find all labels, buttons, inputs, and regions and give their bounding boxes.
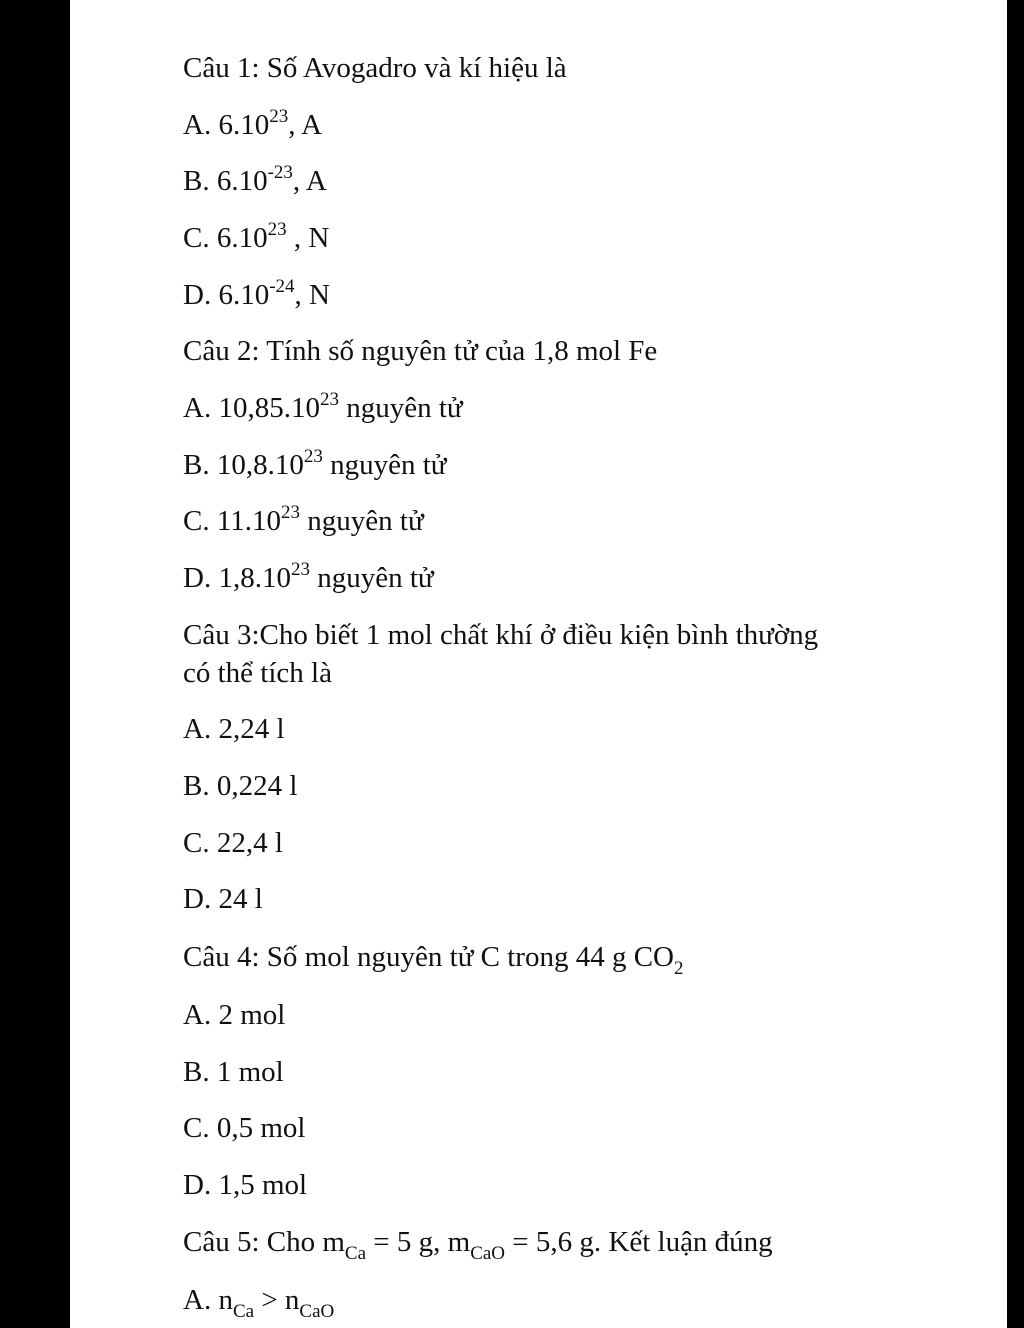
question-5-title: Câu 5: Cho $m_{Ca} = 5$ g, $m_{CaO} = 5,6$ g. Kết luận đúng	[183, 1226, 773, 1264]
question-2-option-c: C. 11.10$^{23}$ nguyên tử	[183, 502, 424, 537]
question-1-title: Câu 1: Số Avogadro và kí hiệu là	[183, 52, 567, 84]
document-page	[70, 0, 1007, 1328]
question-3-title-line-2: có thể tích là	[183, 657, 332, 689]
question-1-option-c: C. 6.10$^{23}$ , N	[183, 219, 330, 254]
question-4-option-b: B. 1 mol	[183, 1056, 284, 1088]
question-4-title: Câu 4: Số mol nguyên tử C trong 44 g $CO_2$	[183, 941, 684, 979]
question-2-option-b: B. 10,8.10$^{23}$ nguyên tử	[183, 446, 447, 481]
question-4-option-a: A. 2 mol	[183, 999, 286, 1031]
question-1-option-d: D. $6.10^{-24}$, N	[183, 276, 330, 311]
question-4-option-d: D. 1,5 mol	[183, 1169, 308, 1201]
question-2-option-d: D. 1,8.10$^{23}$ nguyên tử	[183, 559, 434, 594]
question-5-option-a: A. $n_{Ca} > n_{CaO}$	[183, 1284, 335, 1322]
question-3-title-line-1: Câu 3:Cho biết 1 mol chất khí ở điều kiện bình thường	[183, 619, 819, 651]
question-4-option-c: C. 0,5 mol	[183, 1112, 306, 1144]
question-2-option-a: A. 10,85.10$^{23}$ nguyên tử	[183, 389, 463, 424]
question-1-option-b: B. $6.10^{-23}$, A	[183, 162, 327, 197]
question-3-option-a: A. 2,24 l	[183, 713, 285, 745]
question-3-option-d: D. 24 l	[183, 883, 263, 915]
question-1-option-a: A. 6.10$^{23}$, A	[183, 106, 323, 141]
question-2-title: Câu 2: Tính số nguyên tử của 1,8 mol Fe	[183, 335, 658, 367]
question-3-option-b: B. 0,224 l	[183, 770, 298, 802]
question-3-option-c: C. 22,4 l	[183, 827, 283, 859]
